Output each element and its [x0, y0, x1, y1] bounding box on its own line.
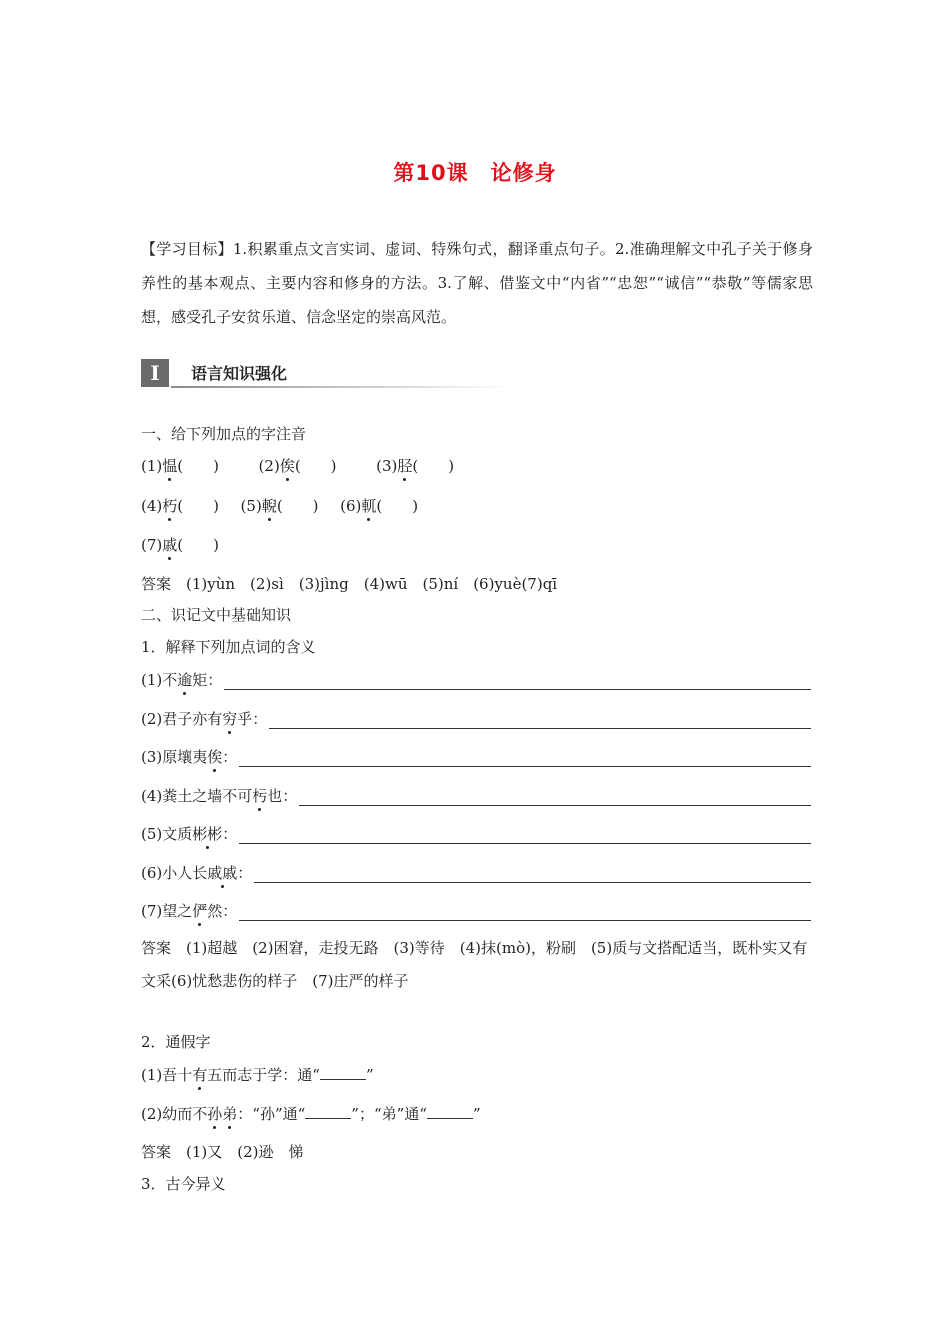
pinyin-item: (1)愠( ) [141, 457, 219, 475]
page-title: 第10课 论修身 [393, 161, 557, 185]
pinyin-item: (7)戚( ) [141, 536, 219, 554]
learning-goals [141, 232, 813, 334]
pinyin-row-3 [141, 534, 219, 555]
pinyin-item: (4)朽( ) [141, 497, 219, 515]
part2-sub1: 1．解释下列加点词的含义 [141, 638, 316, 656]
answer-line[interactable] [299, 793, 811, 806]
part1-heading: 一、给下列加点的字注音 [141, 425, 307, 443]
section-banner [141, 359, 511, 389]
pinyin-item: (6)軏( ) [340, 497, 419, 515]
tongjia-item-1: (1)吾十有五而志于学：通“ ” [141, 1066, 374, 1084]
fill-item-2: (2)君子亦有穷乎： [141, 708, 811, 729]
answer-line[interactable] [269, 716, 811, 729]
answer-line[interactable] [254, 870, 811, 883]
answer-line[interactable] [239, 831, 811, 844]
fill-item-7: (7)望之俨然： [141, 900, 811, 921]
fill-item-3: (3)原壤夷俟： [141, 746, 811, 767]
answer-blank[interactable] [305, 1106, 351, 1119]
pinyin-item: (2)俟( ) [258, 457, 337, 475]
fill-item-6: (6)小人长戚戚： [141, 862, 811, 883]
pinyin-item: (5)輗( ) [240, 497, 319, 515]
tongjia-item-2: (2)幼而不孙弟：“孙”通“ ”；“弟”通“ ” [141, 1105, 481, 1123]
goals-label: 【学习目标】 [141, 240, 233, 258]
section-badge: I [141, 359, 169, 387]
pinyin-item: (3)胫( ) [376, 457, 455, 475]
answer-blank[interactable] [320, 1067, 366, 1080]
section-divider [171, 386, 511, 388]
fill-item-4: (4)粪土之墙不可杇也： [141, 785, 811, 806]
part1-answer: 答案 (1)yùn (2)sì (3)jìng (4)wū (5)ní (6)yuè(7)qī [141, 575, 558, 593]
answer-line[interactable] [239, 754, 811, 767]
fill-item-1: (1)不逾矩： [141, 669, 811, 690]
goals-text: 1.积累重点文言实词、虚词、特殊句式，翻译重点句子。2.准确理解文中孔子关于修身养性的基本观点、主要内容和修身的方法。3.了解、借鉴文中“内省”“忠恕”“诚信”“恭敬”等儒家思想，感受孔子安贫乐道、信念坚定的崇高风范。 [141, 240, 813, 326]
part2-answer-2: 答案 (1)又 (2)逊 悌 [141, 1143, 304, 1161]
section-title: 语言知识强化 [191, 364, 288, 383]
fill-item-5: (5)文质彬彬： [141, 823, 811, 844]
pinyin-row-1 [141, 455, 454, 476]
pinyin-row-2 [141, 495, 418, 516]
part2-sub2: 2．通假字 [141, 1033, 211, 1051]
part2-sub3: 3．古今异义 [141, 1175, 226, 1193]
answer-line[interactable] [224, 677, 811, 690]
part2-answer-1: 答案 (1)超越 (2)困窘，走投无路 (3)等待 (4)抹(mò)，粉刷 (5)质与文搭配适当，既朴实又有文采(6)忧愁悲伤的样子 (7)庄严的样子 [141, 939, 808, 990]
part2-heading: 二、识记文中基础知识 [141, 606, 292, 624]
answer-blank[interactable] [427, 1106, 473, 1119]
answer-line[interactable] [239, 908, 811, 921]
